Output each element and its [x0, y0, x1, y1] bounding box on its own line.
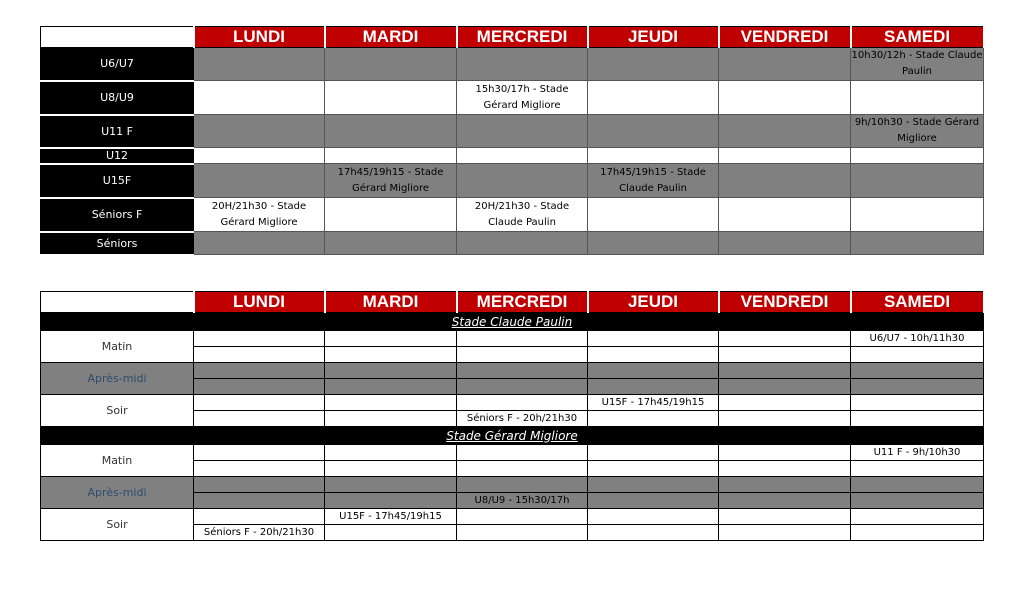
schedule-cell-lundi [194, 232, 325, 255]
slot-cell-jeudi [588, 461, 719, 477]
slot-cell-mardi [325, 493, 457, 509]
slot-cell-vendredi [719, 363, 851, 379]
slot-cell-vendredi [719, 411, 851, 427]
slot-cell-mercredi [457, 395, 588, 411]
day-header-mardi: MARDI [325, 27, 457, 48]
team-row [41, 164, 984, 198]
slot-cell-samedi [851, 509, 984, 525]
slot-cell-vendredi [719, 347, 851, 363]
team-row [41, 232, 984, 255]
slot-cell-lundi [194, 477, 325, 493]
slot-cell-jeudi [588, 363, 719, 379]
time-slot-label: Après-midi [41, 363, 194, 395]
slot-cell-samedi: U6/U7 - 10h/11h30 [851, 331, 984, 347]
slot-cell-vendredi [719, 477, 851, 493]
team-label: U15F [41, 164, 194, 198]
schedule-cell-mardi [325, 81, 457, 115]
slot-cell-mercredi [457, 461, 588, 477]
slot-cell-jeudi [588, 525, 719, 541]
slot-cell-mardi [325, 379, 457, 395]
slot-cell-lundi [194, 411, 325, 427]
schedule-cell-mercredi: 15h30/17h - Stade Gérard Migliore [457, 81, 588, 115]
schedule-cell-vendredi [719, 164, 851, 198]
schedule-cell-mardi [325, 48, 457, 81]
venue-row [41, 313, 984, 331]
slot-cell-samedi [851, 525, 984, 541]
time-slot-label: Soir [41, 509, 194, 541]
schedule-cell-jeudi [588, 48, 719, 81]
slot-cell-mercredi: U8/U9 - 15h30/17h [457, 493, 588, 509]
slot-cell-mercredi [457, 363, 588, 379]
schedule-cell-jeudi [588, 115, 719, 148]
schedule-cell-vendredi [719, 232, 851, 255]
slot-cell-mardi [325, 411, 457, 427]
team-label: U12 [41, 148, 194, 164]
schedule-cell-lundi [194, 148, 325, 164]
schedule-cell-samedi [851, 164, 984, 198]
slot-cell-mardi [325, 395, 457, 411]
team-row [41, 48, 984, 81]
schedule-cell-jeudi: 17h45/19h15 - Stade Claude Paulin [588, 164, 719, 198]
slot-line-row [41, 363, 984, 379]
slot-cell-mardi [325, 347, 457, 363]
slot-cell-samedi [851, 461, 984, 477]
schedule-cell-vendredi [719, 81, 851, 115]
schedule-cell-samedi: 10h30/12h - Stade Claude Paulin [851, 48, 984, 81]
team-row [41, 115, 984, 148]
schedule-cell-samedi [851, 148, 984, 164]
team-label: U11 F [41, 115, 194, 148]
slot-cell-mardi: U15F - 17h45/19h15 [325, 509, 457, 525]
slot-cell-vendredi [719, 493, 851, 509]
team-row [41, 148, 984, 164]
slot-line-row [41, 509, 984, 525]
schedule-cell-mardi [325, 198, 457, 232]
slot-cell-vendredi [719, 395, 851, 411]
venues-header-row [41, 292, 984, 313]
slot-cell-mercredi [457, 445, 588, 461]
slot-cell-jeudi [588, 493, 719, 509]
slot-cell-lundi [194, 331, 325, 347]
schedule-cell-lundi [194, 115, 325, 148]
schedule-cell-mercredi [457, 48, 588, 81]
slot-cell-lundi [194, 445, 325, 461]
schedule-cell-mardi [325, 115, 457, 148]
team-label: U6/U7 [41, 48, 194, 81]
slot-cell-mardi [325, 461, 457, 477]
slot-line-row [41, 477, 984, 493]
header-corner-cell [41, 292, 194, 313]
venue-row [41, 427, 984, 445]
day-header-mardi: MARDI [325, 292, 457, 313]
slot-cell-jeudi [588, 509, 719, 525]
slot-cell-vendredi [719, 445, 851, 461]
slot-cell-jeudi [588, 411, 719, 427]
venue-schedule-table [40, 291, 985, 541]
slot-cell-vendredi [719, 461, 851, 477]
schedule-cell-jeudi [588, 148, 719, 164]
slot-cell-samedi [851, 411, 984, 427]
header-corner-cell [41, 27, 194, 48]
day-header-vendredi: VENDREDI [719, 292, 851, 313]
slot-cell-jeudi [588, 445, 719, 461]
slot-line-row [41, 331, 984, 347]
slot-cell-samedi [851, 363, 984, 379]
day-header-jeudi: JEUDI [588, 27, 719, 48]
day-header-mercredi: MERCREDI [457, 292, 588, 313]
slot-cell-mercredi [457, 379, 588, 395]
schedule-cell-vendredi [719, 48, 851, 81]
slot-cell-mardi [325, 525, 457, 541]
day-header-lundi: LUNDI [194, 27, 325, 48]
slot-cell-mardi [325, 331, 457, 347]
schedule-cell-jeudi [588, 198, 719, 232]
slot-cell-jeudi: U15F - 17h45/19h15 [588, 395, 719, 411]
slot-cell-samedi [851, 477, 984, 493]
team-label: U8/U9 [41, 81, 194, 115]
slot-cell-mercredi [457, 477, 588, 493]
slot-cell-samedi [851, 379, 984, 395]
schedule-cell-vendredi [719, 115, 851, 148]
slot-cell-vendredi [719, 525, 851, 541]
slot-cell-jeudi [588, 347, 719, 363]
team-row [41, 81, 984, 115]
slot-cell-mercredi [457, 331, 588, 347]
time-slot-label: Soir [41, 395, 194, 427]
slot-cell-mardi [325, 477, 457, 493]
day-header-samedi: SAMEDI [851, 292, 984, 313]
slot-cell-lundi [194, 509, 325, 525]
slot-cell-samedi: U11 F - 9h/10h30 [851, 445, 984, 461]
schedule-cell-samedi [851, 198, 984, 232]
schedule-cell-mardi [325, 232, 457, 255]
schedule-cell-vendredi [719, 148, 851, 164]
slot-cell-mercredi: Séniors F - 20h/21h30 [457, 411, 588, 427]
slot-cell-samedi [851, 395, 984, 411]
day-header-vendredi: VENDREDI [719, 27, 851, 48]
slot-cell-jeudi [588, 477, 719, 493]
team-label: Séniors [41, 232, 194, 255]
team-row [41, 198, 984, 232]
day-header-lundi: LUNDI [194, 292, 325, 313]
day-header-mercredi: MERCREDI [457, 27, 588, 48]
slot-cell-lundi [194, 395, 325, 411]
time-slot-label: Après-midi [41, 477, 194, 509]
slot-cell-lundi [194, 461, 325, 477]
schedule-cell-samedi [851, 81, 984, 115]
schedule-cell-samedi: 9h/10h30 - Stade Gérard Migliore [851, 115, 984, 148]
schedule-cell-lundi: 20H/21h30 - Stade Gérard Migliore [194, 198, 325, 232]
schedule-cell-mercredi [457, 164, 588, 198]
slot-cell-jeudi [588, 331, 719, 347]
team-label: Séniors F [41, 198, 194, 232]
slot-cell-lundi [194, 379, 325, 395]
schedule-cell-mercredi [457, 115, 588, 148]
day-header-samedi: SAMEDI [851, 27, 984, 48]
slot-cell-mercredi [457, 347, 588, 363]
schedule-cell-mercredi [457, 232, 588, 255]
day-header-jeudi: JEUDI [588, 292, 719, 313]
schedule-cell-mercredi [457, 148, 588, 164]
time-slot-label: Matin [41, 445, 194, 477]
schedule-cell-lundi [194, 48, 325, 81]
slot-cell-lundi [194, 363, 325, 379]
slot-cell-lundi [194, 347, 325, 363]
teams-header-row [41, 27, 984, 48]
schedule-cell-mardi: 17h45/19h15 - Stade Gérard Migliore [325, 164, 457, 198]
slot-cell-lundi [194, 493, 325, 509]
slot-cell-vendredi [719, 509, 851, 525]
schedule-cell-lundi [194, 164, 325, 198]
schedule-cell-vendredi [719, 198, 851, 232]
venue-name: Stade Gérard Migliore [41, 427, 984, 445]
slot-cell-vendredi [719, 379, 851, 395]
slot-line-row [41, 445, 984, 461]
slot-cell-mardi [325, 363, 457, 379]
slot-cell-mercredi [457, 525, 588, 541]
schedule-cell-samedi [851, 232, 984, 255]
slot-cell-samedi [851, 493, 984, 509]
slot-cell-lundi: Séniors F - 20h/21h30 [194, 525, 325, 541]
slot-cell-samedi [851, 347, 984, 363]
slot-line-row [41, 395, 984, 411]
schedule-cell-mardi [325, 148, 457, 164]
slot-cell-mardi [325, 445, 457, 461]
schedule-cell-jeudi [588, 81, 719, 115]
venue-name: Stade Claude Paulin [41, 313, 984, 331]
time-slot-label: Matin [41, 331, 194, 363]
schedule-cell-lundi [194, 81, 325, 115]
slot-cell-jeudi [588, 379, 719, 395]
schedule-cell-jeudi [588, 232, 719, 255]
slot-cell-vendredi [719, 331, 851, 347]
team-schedule-table [40, 26, 985, 256]
schedule-cell-mercredi: 20H/21h30 - Stade Claude Paulin [457, 198, 588, 232]
slot-cell-mercredi [457, 509, 588, 525]
